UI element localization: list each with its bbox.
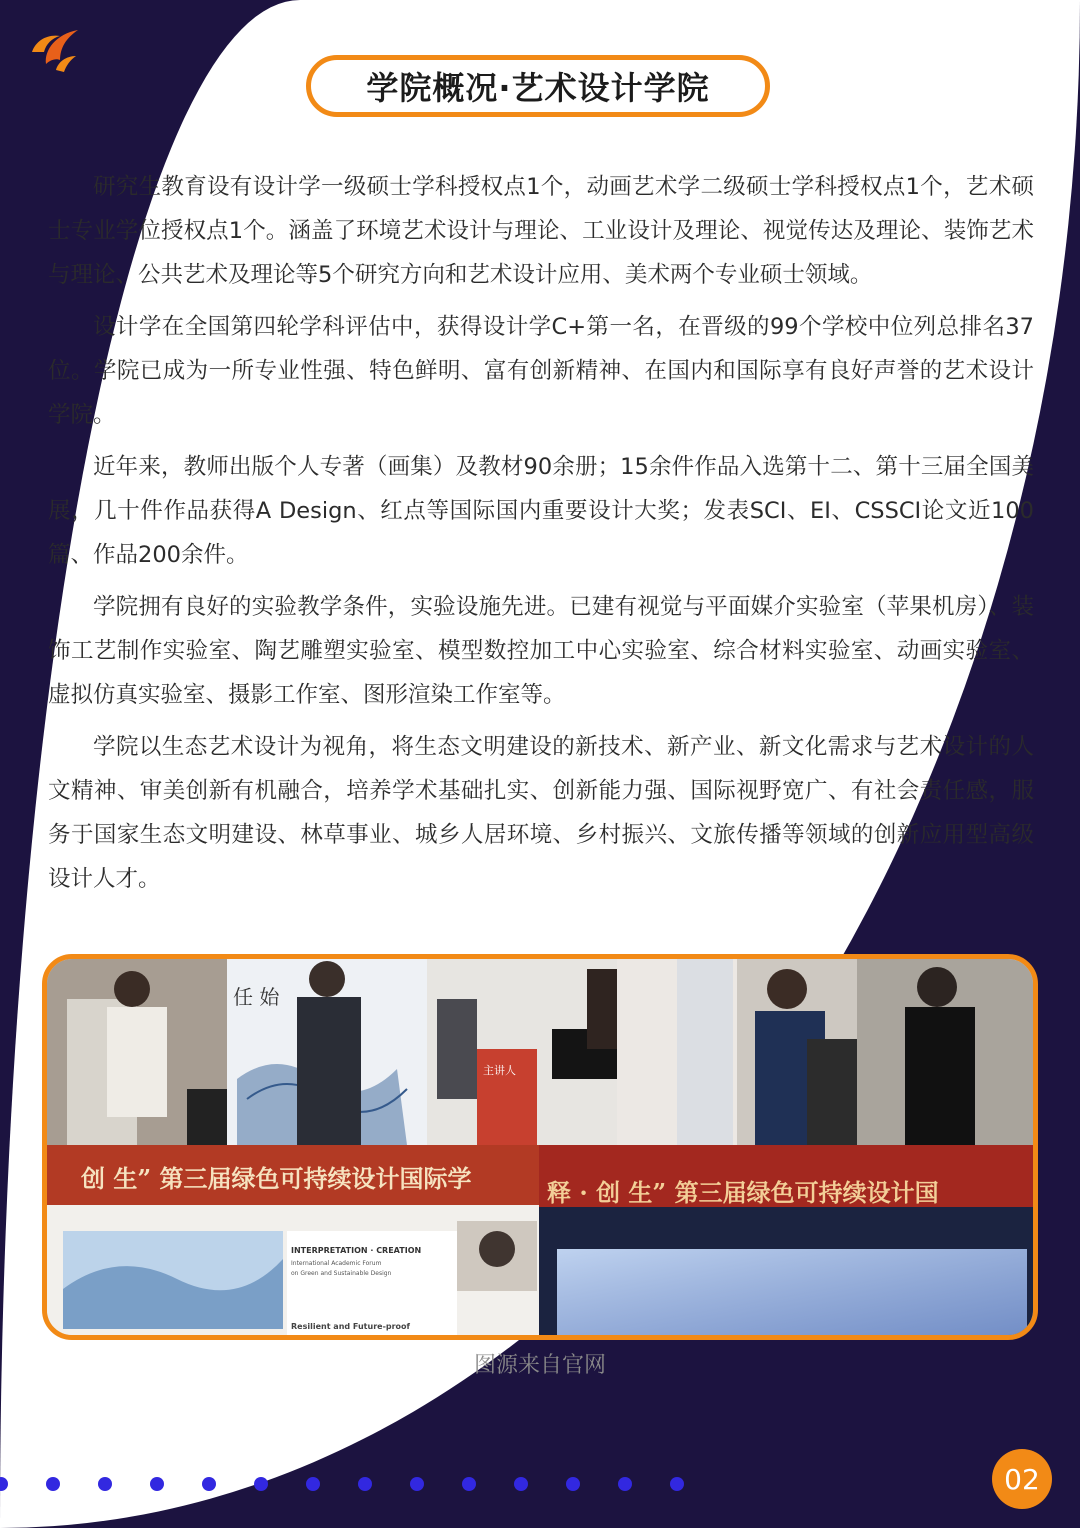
slide-subtitle: International Academic Forum <box>291 1260 382 1267</box>
dot-icon <box>98 1477 112 1491</box>
dot-icon <box>0 1477 8 1491</box>
page-title: 学院概况·艺术设计学院 <box>366 69 710 107</box>
dot-icon <box>358 1477 372 1491</box>
page-number: 02 <box>992 1449 1052 1509</box>
placard: 主讲人 <box>483 1064 516 1077</box>
logo-icon <box>26 22 82 78</box>
dot-icon <box>306 1477 320 1491</box>
dot-icon <box>410 1477 424 1491</box>
banner-right: 释 · 创 生” 第三届绿色可持续设计国 <box>547 1178 939 1207</box>
dot-icon <box>46 1477 60 1491</box>
slide-footer: Resilient and Future-proof <box>291 1322 411 1331</box>
dot-icon <box>618 1477 632 1491</box>
dot-icon <box>462 1477 476 1491</box>
image-caption: 图源来自官网 <box>473 1353 606 1378</box>
slide-subtitle: on Green and Sustainable Design <box>291 1270 392 1277</box>
title-box <box>306 55 770 117</box>
photo-collage-image <box>47 959 1033 1335</box>
banner-left: 创 生” 第三届绿色可持续设计国际学 <box>81 1164 472 1193</box>
photo-collage <box>42 954 1038 1340</box>
body-text <box>48 165 1034 909</box>
dot-icon <box>254 1477 268 1491</box>
dot-icon <box>566 1477 580 1491</box>
dot-icon <box>202 1477 216 1491</box>
dot-icon <box>670 1477 684 1491</box>
paragraph: 学院拥有良好的实验教学条件，实验设施先进。已建有视觉与平面媒介实验室（苹果机房）、装饰工艺制作实验室、陶艺雕塑实验室、模型数控加工中心实验室、综合材料实验室、动画实验室、虚拟仿真实验室、摄影工作室、图形渲染工作室等。 <box>48 594 1034 708</box>
paragraph: 设计学在全国第四轮学科评估中，获得设计学C+第一名，在晋级的99个学校中位列总排名37位。学院已成为一所专业性强、特色鲜明、富有创新精神、在国内和国际享有良好声誉的艺术设计学院。 <box>48 314 1034 428</box>
dot-icon <box>150 1477 164 1491</box>
paragraph: 学院以生态艺术设计为视角，将生态文明建设的新技术、新产业、新文化需求与艺术设计的人文精神、审美创新有机融合，培养学术基础扎实、创新能力强、国际视野宽广、有社会责任感，服务于国家生态文明建设、林草事业、城乡人居环境、乡村振兴、文旅传播等领域的创新应用型高级设计人才。 <box>48 734 1034 892</box>
slide-title: INTERPRETATION · CREATION <box>291 1246 422 1255</box>
decorative-dots <box>0 1470 722 1498</box>
paragraph: 研究生教育设有设计学一级硕士学科授权点1个，动画艺术学二级硕士学科授权点1个，艺术硕士专业学位授权点1个。涵盖了环境艺术设计与理论、工业设计及理论、视觉传达及理论、装饰艺术与理论、公共艺术及理论等5个研究方向和艺术设计应用、美术两个专业硕士领域。 <box>48 174 1034 288</box>
calligraphy: 任 始 <box>233 985 280 1009</box>
dot-icon <box>514 1477 528 1491</box>
paragraph: 近年来，教师出版个人专著（画集）及教材90余册；15余件作品入选第十二、第十三届全国美展，几十件作品获得A Design、红点等国际国内重要设计大奖；发表SCI、EI、CSSCI论文近100篇、作品200余件。 <box>48 454 1034 568</box>
